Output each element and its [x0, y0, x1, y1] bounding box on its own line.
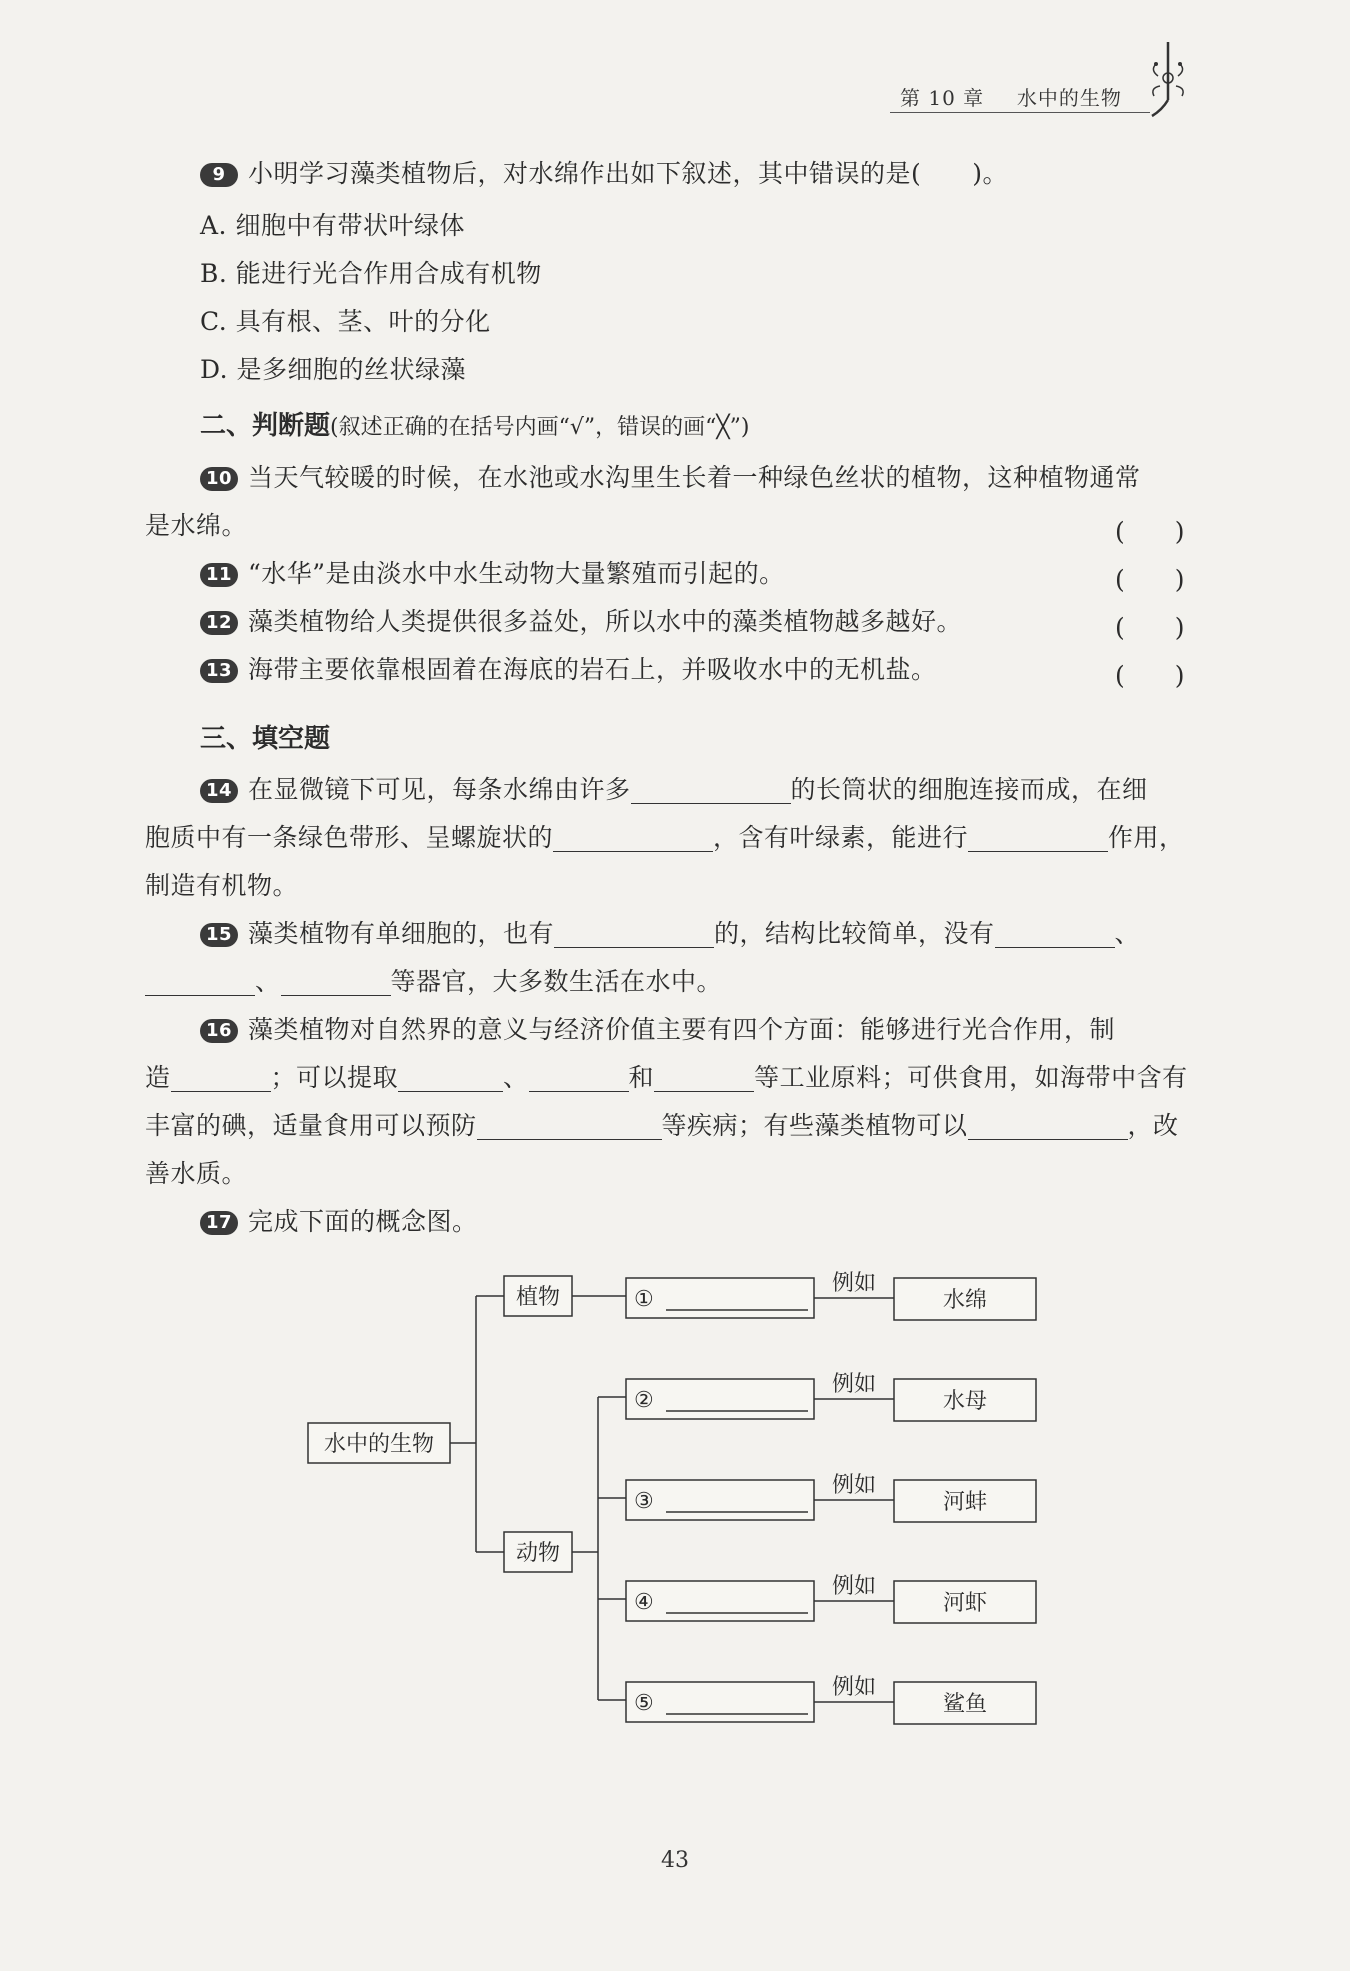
- concept-diagram: [0, 1260, 1350, 1740]
- option-b: B. 能进行光合作用合成有机物: [200, 259, 542, 288]
- fill-blank[interactable]: [995, 919, 1115, 948]
- text-segment: 和: [628, 1063, 655, 1092]
- item-box-2: [626, 1379, 814, 1419]
- question-9: [145, 150, 1205, 198]
- question-number-badge: 10: [200, 467, 238, 491]
- example-connector-label: 例如: [831, 1574, 877, 1599]
- question-14: [145, 766, 1205, 910]
- text-segment: 善水质。: [145, 1159, 248, 1188]
- question-number-badge: 12: [200, 611, 238, 635]
- text-segment: ，含有叶绿素，能进行: [713, 823, 969, 852]
- text-segment: 、: [1114, 919, 1141, 948]
- example-connector-label: 例如: [831, 1473, 877, 1498]
- text-segment: 、: [503, 1063, 529, 1092]
- fill-blank[interactable]: [554, 919, 714, 948]
- question-13: [145, 646, 1205, 694]
- item-box-5: [626, 1682, 814, 1722]
- question-number-badge: 15: [200, 923, 238, 947]
- answer-parentheses: ( ): [1115, 517, 1185, 546]
- option-a: A. 细胞中有带状叶绿体: [200, 211, 465, 240]
- answer-parentheses: ( ): [1115, 613, 1185, 642]
- item-marker-3: ③: [634, 1489, 654, 1514]
- text-segment: 、: [255, 967, 281, 996]
- fill-blank[interactable]: [477, 1111, 662, 1140]
- text-segment: 的长筒状的细胞连接而成，在细: [790, 775, 1148, 804]
- floral-ornament-icon: [1138, 40, 1198, 120]
- text-segment: 等疾病；有些藻类植物可以: [661, 1111, 968, 1140]
- question-text: 藻类植物给人类提供很多益处，所以水中的藻类植物越多越好。: [248, 607, 963, 636]
- fill-blank[interactable]: [553, 823, 713, 852]
- question-text: 小明学习藻类植物后，对水绵作出如下叙述，其中错误的是( )。: [248, 159, 1009, 188]
- section-title-judgement: [200, 405, 749, 442]
- question-number-badge: 9: [200, 163, 238, 187]
- question-10: [145, 454, 1205, 550]
- fill-blank[interactable]: [398, 1063, 503, 1092]
- question-number-badge: 16: [200, 1019, 238, 1043]
- text-segment: 的，结构比较简单，没有: [714, 919, 995, 948]
- example-connector-label: 例如: [831, 1372, 877, 1397]
- item-marker-5: ⑤: [634, 1691, 654, 1716]
- question-text: 海带主要依靠根固着在海底的岩石上，并吸收水中的无机盐。: [248, 655, 937, 684]
- page-number: 43: [661, 1848, 689, 1873]
- fill-blank[interactable]: [171, 1063, 271, 1092]
- text-segment: 等工业原料；可供食用，如海带中含有: [754, 1063, 1188, 1092]
- fill-blank[interactable]: [281, 967, 391, 996]
- question-number-badge: 17: [200, 1211, 238, 1235]
- text-segment: ，改: [1127, 1111, 1179, 1140]
- question-11: [145, 550, 1205, 598]
- section-title-fill-in: 三、填空题: [200, 724, 331, 754]
- text-segment: 藻类植物有单细胞的，也有: [248, 919, 555, 948]
- plants-label: 植物: [515, 1285, 561, 1310]
- example-connector-label: 例如: [831, 1271, 877, 1296]
- fill-blank[interactable]: [529, 1063, 629, 1092]
- fill-blank[interactable]: [968, 1111, 1128, 1140]
- question-text: “水华”是由淡水中水生动物大量繁殖而引起的。: [248, 559, 785, 588]
- question-16: [145, 1006, 1205, 1198]
- option-d: D. 是多细胞的丝状绿藻: [200, 355, 467, 384]
- chapter-number: 第 10 章: [900, 86, 985, 110]
- text-segment: 藻类植物对自然界的意义与经济价值主要有四个方面：能够进行光合作用，制: [248, 1015, 1116, 1044]
- text-segment: 造: [145, 1063, 171, 1092]
- text-segment: ；可以提取: [270, 1063, 399, 1092]
- answer-parentheses: ( ): [1115, 565, 1185, 594]
- animals-label: 动物: [515, 1541, 561, 1566]
- fill-blank[interactable]: [631, 775, 791, 804]
- question-15: [145, 910, 1205, 1006]
- item-box-1: [626, 1278, 814, 1318]
- running-header: [900, 82, 1140, 111]
- chapter-title: 水中的生物: [1016, 86, 1122, 110]
- question-text: 当天气较暖的时候，在水池或水沟里生长着一种绿色丝状的植物，这种植物通常: [248, 463, 1141, 492]
- section-heading: 二、判断题: [200, 411, 331, 441]
- root-label: 水中的生物: [323, 1432, 435, 1457]
- question-number-badge: 14: [200, 779, 238, 803]
- item-box-3: [626, 1480, 814, 1520]
- question-text: 完成下面的概念图。: [248, 1207, 478, 1236]
- option-c: C. 具有根、茎、叶的分化: [200, 307, 491, 336]
- question-17: [145, 1198, 1205, 1246]
- header-rule: [890, 112, 1150, 113]
- text-segment: 在显微镜下可见，每条水绵由许多: [248, 775, 631, 804]
- text-segment: 等器官，大多数生活在水中。: [390, 967, 723, 996]
- text-segment: 丰富的碘，适量食用可以预防: [145, 1111, 477, 1140]
- text-segment: 制造有机物。: [145, 871, 299, 900]
- fill-blank[interactable]: [654, 1063, 754, 1092]
- example-label-4: 河虾: [942, 1591, 988, 1616]
- question-number-badge: 11: [200, 563, 238, 587]
- example-connector-label: 例如: [831, 1675, 877, 1700]
- question-text-continued: 是水绵。: [145, 511, 248, 540]
- question-12: [145, 598, 1205, 646]
- example-label-2: 水母: [942, 1389, 988, 1414]
- example-label-1: 水绵: [942, 1288, 988, 1313]
- answer-parentheses: ( ): [1115, 661, 1185, 690]
- fill-blank[interactable]: [145, 967, 255, 996]
- example-label-5: 鲨鱼: [942, 1692, 988, 1717]
- item-box-4: [626, 1581, 814, 1621]
- item-marker-2: ②: [634, 1388, 654, 1413]
- text-segment: 胞质中有一条绿色带形、呈螺旋状的: [145, 823, 554, 852]
- question-number-badge: 13: [200, 659, 238, 683]
- fill-blank[interactable]: [968, 823, 1108, 852]
- text-segment: 作用，: [1108, 823, 1185, 852]
- section-instruction: (叙述正确的在括号内画“√”，错误的画“╳”): [330, 415, 750, 440]
- example-label-3: 河蚌: [942, 1490, 988, 1515]
- item-marker-4: ④: [634, 1590, 654, 1615]
- item-marker-1: ①: [634, 1287, 654, 1312]
